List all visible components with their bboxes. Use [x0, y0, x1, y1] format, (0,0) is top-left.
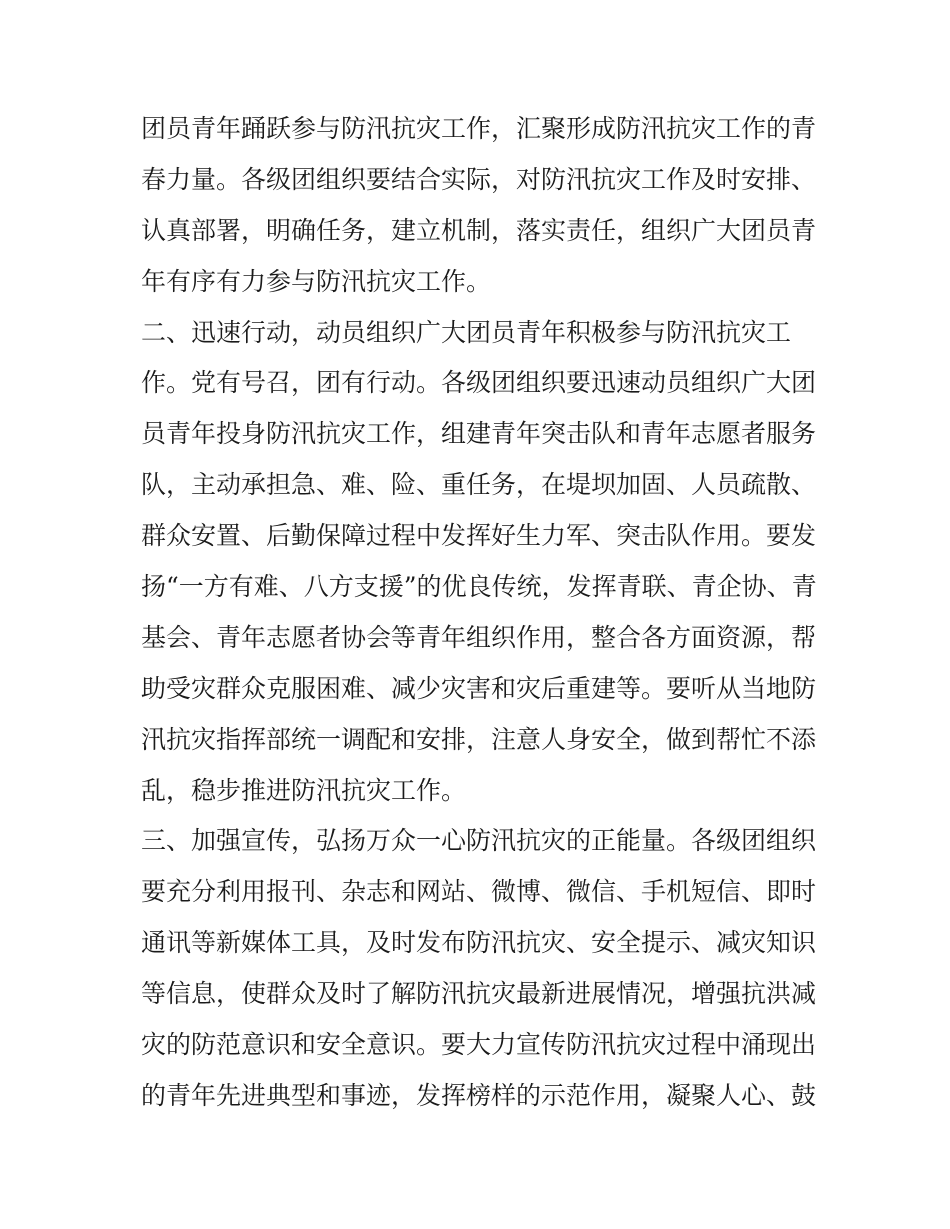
text-line: 扬“一方有难、八方支援”的优良传统，发挥青联、青企协、青 [141, 572, 817, 602]
text-line: 要充分利用报刊、杂志和网站、微博、微信、手机短信、即时 [141, 877, 817, 907]
text-line: 队，主动承担急、难、险、重任务，在堤坝加固、人员疏散、 [141, 470, 817, 500]
text-line: 等信息，使群众及时了解防汛抗灾最新进展情况，增强抗洪减 [141, 979, 817, 1009]
text-line: 助受灾群众克服困难、减少灾害和灾后重建等。要听从当地防 [141, 673, 817, 703]
text-line: 通讯等新媒体工具，及时发布防汛抗灾、安全提示、减灾知识 [141, 928, 817, 958]
text-line: 年有序有力参与防汛抗灾工作。 [141, 266, 492, 296]
text-line: 基会、青年志愿者协会等青年组织作用，整合各方面资源，帮 [141, 622, 817, 652]
text-line: 灾的防范意识和安全意识。要大力宣传防汛抗灾过程中涌现出 [141, 1030, 817, 1060]
text-line: 作。党有号召，团有行动。各级团组织要迅速动员组织广大团 [141, 368, 817, 398]
text-line: 汛抗灾指挥部统一调配和安排，注意人身安全，做到帮忙不添 [141, 724, 817, 754]
text-line: 认真部署，明确任务，建立机制，落实责任，组织广大团员青 [141, 215, 817, 245]
text-line: 团员青年踊跃参与防汛抗灾工作，汇聚形成防汛抗灾工作的青 [141, 114, 817, 143]
text-line: 乱，稳步推进防汛抗灾工作。 [141, 775, 467, 805]
text-line: 的青年先进典型和事迹，发挥榜样的示范作用，凝聚人心、鼓 [141, 1080, 817, 1110]
text-line: 群众安置、后勤保障过程中发挥好生力军、突击队作用。要发 [141, 521, 817, 551]
text-line: 员青年投身防汛抗灾工作，组建青年突击队和青年志愿者服务 [141, 419, 817, 449]
text-line: 春力量。各级团组织要结合实际，对防汛抗灾工作及时安排、 [141, 164, 817, 194]
section-heading-line: 二、迅速行动，动员组织广大团员青年积极参与防汛抗灾工 [141, 317, 792, 347]
section-heading-line: 三、加强宣传，弘扬万众一心防汛抗灾的正能量。各级团组织 [141, 826, 817, 856]
body-text [141, 104, 821, 1122]
